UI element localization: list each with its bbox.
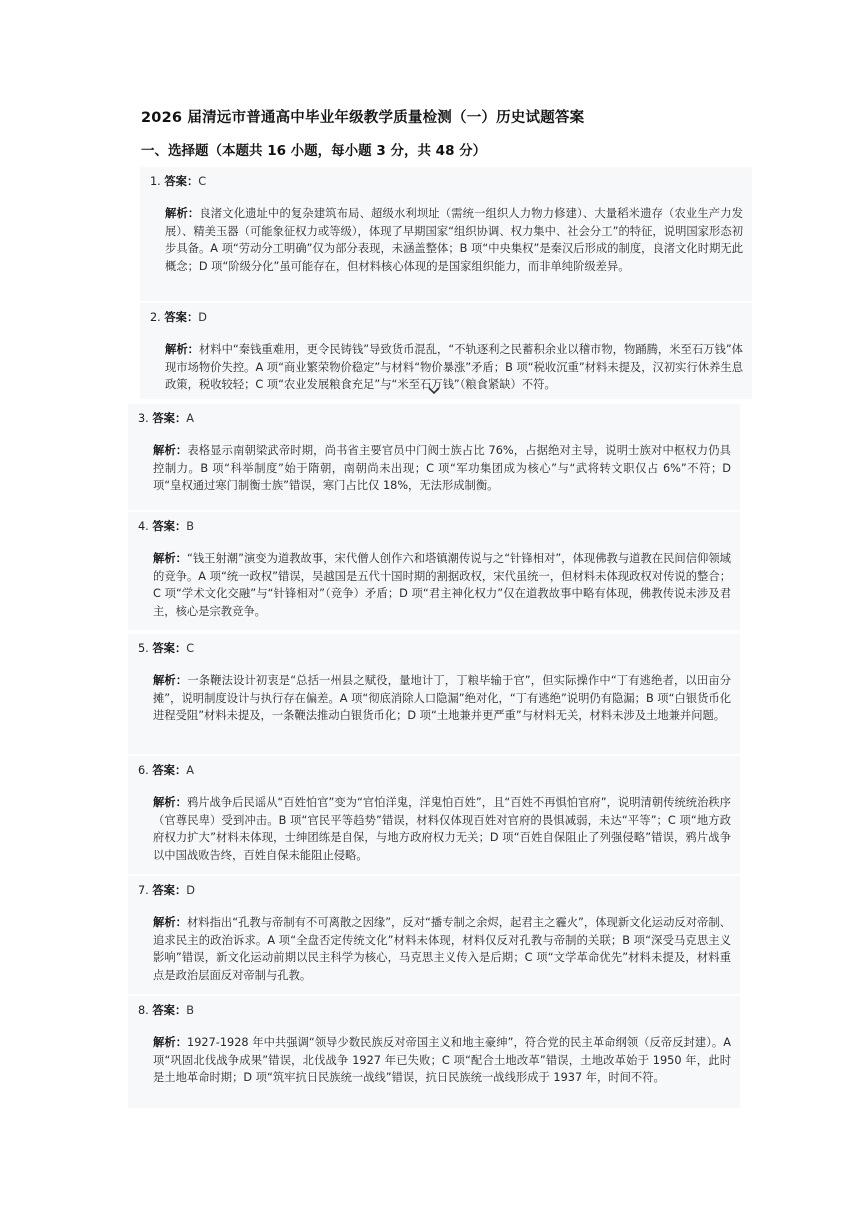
question-block: [128, 404, 740, 510]
answer-line: 1. 答案：C: [150, 175, 207, 188]
question-number: 6.: [138, 764, 149, 777]
question-block: [128, 512, 740, 630]
explanation-label: 解析: [153, 674, 176, 687]
explanation-text: “钱王射潮”演变为道教故事，宋代僧人创作六和塔镇潮传说与之“针锋相对”，体现佛教与道教在民间信仰领域的竞争。A 项“统一政权”错误，吴越国是五代十国时期的割据政权，宋代虽统一，但材料未体现政权对传说的整合；C 项“学术文化交融”与“针锋相对”（竞争）矛盾；D 项“君主神化权力”仅在道教故事中略有体现，佛教传说未涉及君主，核心是宗教竞争。: [153, 552, 731, 618]
explanation: 解析：“钱王射潮”演变为道教故事，宋代僧人创作六和塔镇潮传说与之“针锋相对”，体现佛教与道教在民间信仰领域的竞争。A 项“统一政权”错误，吴越国是五代十国时期的割据政权，宋代虽统一，但材料未体现政权对传说的整合；C 项“学术文化交融”与“针锋相对”（竞争）矛盾；D 项“君主神化权力”仅在道教故事中略有体现，佛教传说未涉及君主，核心是宗教竞争。: [153, 552, 731, 618]
answer-line: 5. 答案：C: [138, 642, 195, 655]
answer-value: D: [186, 884, 195, 897]
explanation-label: 解析: [153, 796, 176, 809]
answer-label: 答案: [152, 764, 175, 777]
answer-value: B: [186, 520, 195, 533]
answer-value: C: [186, 642, 195, 655]
question-number: 1.: [150, 175, 161, 188]
explanation: 解析：良渚文化遗址中的复杂建筑布局、超级水利坝址（需统一组织人力物力修建）、大量稻米遗存（农业生产力发展）、精美玉器（可能象征权力或等级），体现了早期国家“组织协调、权力集中、社会分工”的特征，说明国家形态初步具备。A 项“劳动分工明确”仅为部分表现，未涵盖整体；B 项“中央集权”是秦汉后形成的制度，良渚文化时期无此概念；D 项“阶级分化”虽可能存在，但材料核心体现的是国家组织能力，而非单纯阶级差异。: [165, 207, 743, 273]
question-number: 4.: [138, 520, 149, 533]
answer-value: A: [186, 412, 195, 425]
answer-line: 3. 答案：A: [138, 412, 195, 425]
question-number: 2.: [150, 311, 161, 324]
answer-label: 答案: [152, 642, 175, 655]
answer-label: 答案: [152, 884, 175, 897]
answer-line: 6. 答案：A: [138, 764, 195, 777]
question-block: [140, 167, 752, 301]
answer-line: 8. 答案：B: [138, 1004, 195, 1017]
explanation-label: 解析: [153, 552, 176, 565]
answer-line: 7. 答案：D: [138, 884, 195, 897]
explanation-text: 材料中“秦钱重难用，更令民铸钱”导致货币混乱，“不轨逐利之民蓄积余业以稽市物，物踊腾，米至石万钱”体现市场物价失控。A 项“商业繁荣物价稳定”与材料“物价暴涨”矛盾；B 项“税收沉重”材料未提及，汉初实行休养生息政策，税收较轻；C 项“农业发展粮食充足”与“米至石万钱”（粮食紧缺）不符。: [165, 343, 743, 392]
explanation: 解析：表格显示南朝梁武帝时期，尚书省主要官员中门阀士族占比 76%，占据绝对主导，说明士族对中枢权力仍具控制力。B 项“科举制度”始于隋朝，南朝尚未出现；C 项“军功集团成为核心”与“武将转文职仅占 6%”不符；D 项“皇权通过寒门制衡士族”错误，寒门占比仅 18%，无法形成制衡。: [153, 444, 731, 493]
answer-label: 答案: [152, 520, 175, 533]
explanation-text: 一条鞭法设计初衷是“总括一州县之赋役，量地计丁，丁粮毕输于官”，但实际操作中“丁有逃绝者，以田亩分摊”，说明制度设计与执行存在偏差。A 项“彻底消除人口隐漏”绝对化，“丁有逃绝”说明仍有隐漏；B 项“白银货币化进程受阻”材料未提及，一条鞭法推动白银货币化；D 项“土地兼并更严重”与材料无关，材料未涉及土地兼并问题。: [153, 674, 731, 723]
explanation-text: 表格显示南朝梁武帝时期，尚书省主要官员中门阀士族占比 76%，占据绝对主导，说明士族对中枢权力仍具控制力。B 项“科举制度”始于隋朝，南朝尚未出现；C 项“军功集团成为核心”与“武将转文职仅占 6%”不符；D 项“皇权通过寒门制衡士族”错误，寒门占比仅 18%，无法形成制衡。: [153, 444, 731, 493]
explanation-label: 解析: [153, 1036, 176, 1049]
question-number: 5.: [138, 642, 149, 655]
explanation-text: 良渚文化遗址中的复杂建筑布局、超级水利坝址（需统一组织人力物力修建）、大量稻米遗存（农业生产力发展）、精美玉器（可能象征权力或等级），体现了早期国家“组织协调、权力集中、社会分工”的特征，说明国家形态初步具备。A 项“劳动分工明确”仅为部分表现，未涵盖整体；B 项“中央集权”是秦汉后形成的制度，良渚文化时期无此概念；D 项“阶级分化”虽可能存在，但材料核心体现的是国家组织能力，而非单纯阶级差异。: [165, 207, 743, 273]
answer-label: 答案: [152, 1004, 175, 1017]
answer-label: 答案: [164, 175, 187, 188]
answer-label: 答案: [164, 311, 187, 324]
explanation: 解析：材料指出“孔教与帝制有不可离散之因缘”，反对“播专制之余烬，起君主之霾火”，体现新文化运动反对帝制、追求民主的政治诉求。A 项“全盘否定传统文化”材料未体现，材料仅反对孔教与帝制的关联；B 项“深受马克思主义影响”错误，新文化运动前期以民主科学为核心，马克思主义传入是后期；C 项“文学革命优先”材料未提及，材料重点是政治层面反对帝制与孔教。: [153, 916, 731, 982]
answer-value: C: [198, 175, 207, 188]
question-number: 3.: [138, 412, 149, 425]
explanation: 解析：一条鞭法设计初衷是“总括一州县之赋役，量地计丁，丁粮毕输于官”，但实际操作中“丁有逃绝者，以田亩分摊”，说明制度设计与执行存在偏差。A 项“彻底消除人口隐漏”绝对化，“丁有逃绝”说明仍有隐漏；B 项“白银货币化进程受阻”材料未提及，一条鞭法推动白银货币化；D 项“土地兼并更严重”与材料无关，材料未涉及土地兼并问题。: [153, 674, 731, 723]
answer-value: B: [186, 1004, 195, 1017]
question-block: [128, 876, 740, 994]
question-number: 8.: [138, 1004, 149, 1017]
explanation: 解析：鸦片战争后民谣从“百姓怕官”变为“官怕洋鬼，洋鬼怕百姓”，且“百姓不再惧怕官府”，说明清朝传统统治秩序（官尊民卑）受到冲击。B 项“官民平等趋势”错误，材料仅体现百姓对官府的畏惧减弱，未达“平等”；C 项“地方政府权力扩大”材料未体现，士绅团练是自保，与地方政府权力无关；D 项“百姓自保阻止了列强侵略”错误，鸦片战争以中国战败告终，百姓自保未能阻止侵略。: [153, 796, 731, 862]
explanation-text: 材料指出“孔教与帝制有不可离散之因缘”，反对“播专制之余烬，起君主之霾火”，体现新文化运动反对帝制、追求民主的政治诉求。A 项“全盘否定传统文化”材料未体现，材料仅反对孔教与帝制的关联；B 项“深受马克思主义影响”错误，新文化运动前期以民主科学为核心，马克思主义传入是后期；C 项“文学革命优先”材料未提及，材料重点是政治层面反对帝制与孔教。: [153, 916, 731, 982]
answer-line: 2. 答案：D: [150, 311, 207, 324]
explanation-text: 1927-1928 年中共强调“领导少数民族反对帝国主义和地主豪绅”，符合党的民主革命纲领（反帝反封建）。A 项“巩固北伐战争成果”错误，北伐战争 1927 年已失败；C 项“配合土地改革”错误，土地改革始于 1950 年，此时是土地革命时期；D 项“筑牢抗日民族统一战线”错误，抗日民族统一战线形成于 1937 年，时间不符。: [153, 1036, 731, 1085]
explanation: 解析：1927-1928 年中共强调“领导少数民族反对帝国主义和地主豪绅”，符合党的民主革命纲领（反帝反封建）。A 项“巩固北伐战争成果”错误，北伐战争 1927 年已失败；C 项“配合土地改革”错误，土地改革始于 1950 年，此时是土地革命时期；D 项“筑牢抗日民族统一战线”错误，抗日民族统一战线形成于 1937 年，时间不符。: [153, 1036, 731, 1085]
answer-value: D: [198, 311, 207, 324]
explanation-text: 鸦片战争后民谣从“百姓怕官”变为“官怕洋鬼，洋鬼怕百姓”，且“百姓不再惧怕官府”，说明清朝传统统治秩序（官尊民卑）受到冲击。B 项“官民平等趋势”错误，材料仅体现百姓对官府的畏惧减弱，未达“平等”；C 项“地方政府权力扩大”材料未体现，士绅团练是自保，与地方政府权力无关；D 项“百姓自保阻止了列强侵略”错误，鸦片战争以中国战败告终，百姓自保未能阻止侵略。: [153, 796, 731, 862]
explanation-label: 解析: [165, 343, 188, 356]
answer-line: 4. 答案：B: [138, 520, 195, 533]
section-heading: 一、选择题（本题共 16 小题，每小题 3 分，共 48 分）: [141, 143, 487, 159]
question-block: [128, 634, 740, 754]
explanation: 解析：材料中“秦钱重难用，更令民铸钱”导致货币混乱，“不轨逐利之民蓄积余业以稽市物，物踊腾，米至石万钱”体现市场物价失控。A 项“商业繁荣物价稳定”与材料“物价暴涨”矛盾；B 项“税收沉重”材料未提及，汉初实行休养生息政策，税收较轻；C 项“农业发展粮食充足”与“米至石万钱”（粮食紧缺）不符。: [165, 343, 743, 392]
answer-value: A: [186, 764, 195, 777]
explanation-label: 解析: [153, 444, 176, 457]
answer-label: 答案: [152, 412, 175, 425]
question-number: 7.: [138, 884, 149, 897]
chevron-down-icon[interactable]: [424, 383, 444, 399]
question-block: [128, 756, 740, 874]
explanation-label: 解析: [165, 207, 188, 220]
document-title: 2026 届清远市普通高中毕业年级教学质量检测（一）历史试题答案: [141, 110, 585, 126]
question-block: [128, 996, 740, 1108]
explanation-label: 解析: [153, 916, 176, 929]
question-block: [140, 303, 752, 399]
